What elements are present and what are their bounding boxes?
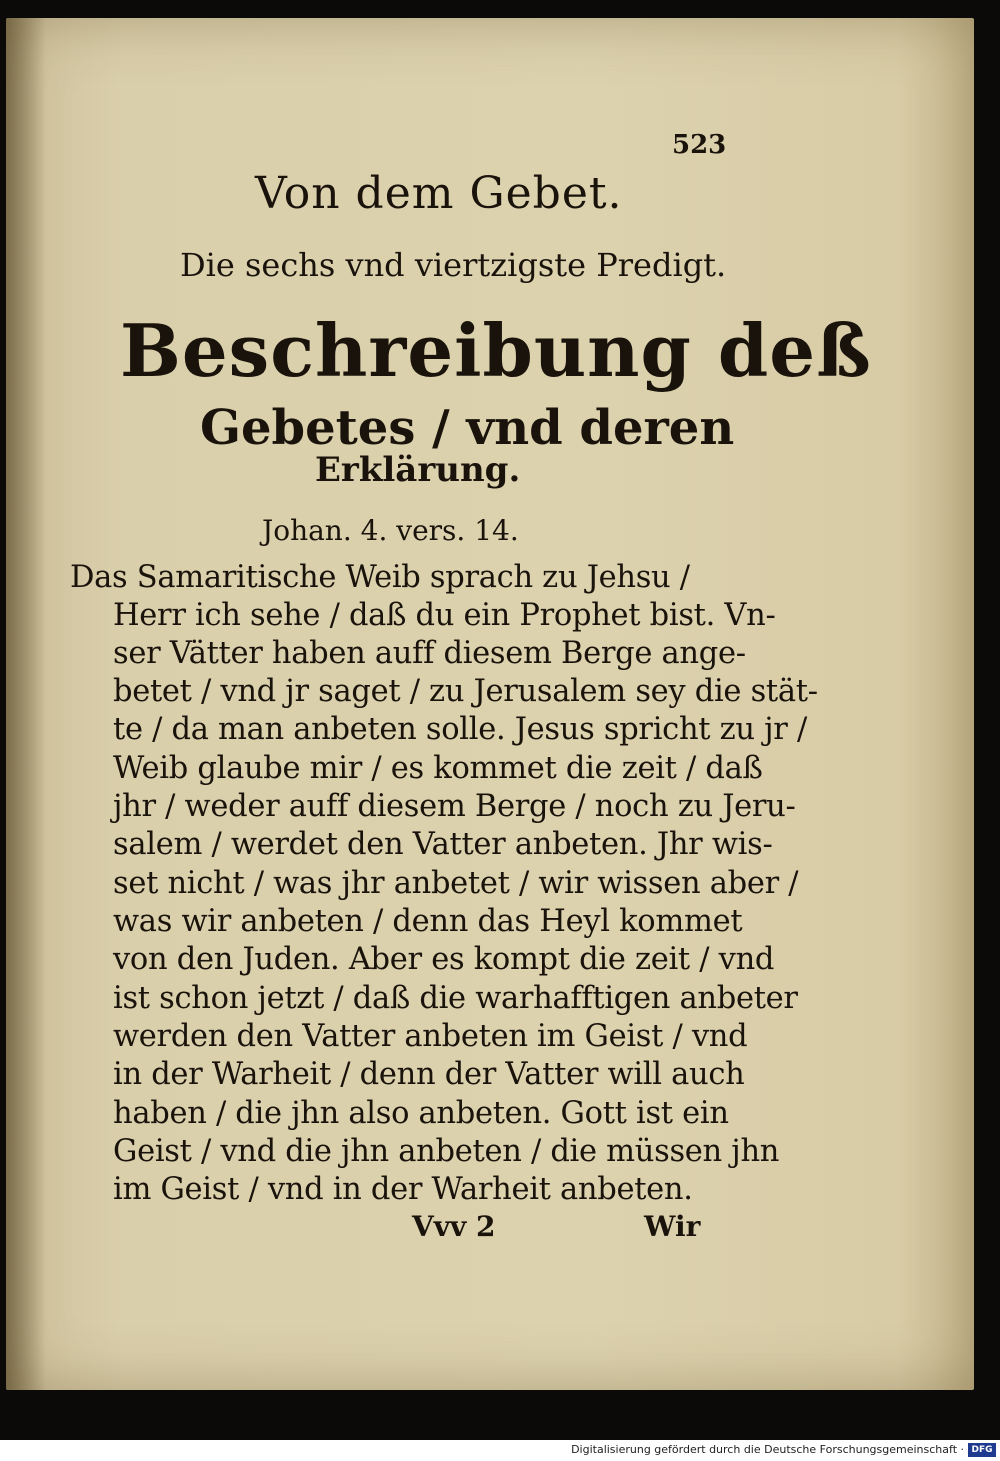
funding-credit: Digitalisierung gefördert durch die Deutsche Forschungsgemeinschaft · [571,1443,964,1456]
chapter-title: Von dem Gebet. [255,168,623,219]
footer-bar [0,1440,1000,1461]
body-line: set nicht / was jhr anbetet / wir wissen aber / [113,866,799,901]
catchword: Wir [644,1210,701,1243]
body-line: Das Samaritische Weib sprach zu Jehsu / [70,560,690,595]
body-line: ser Vätter haben auff diesem Berge ange- [113,636,746,671]
page-gutter-shadow [6,18,46,1390]
body-line: in der Warheit / denn der Vatter will auch [113,1057,745,1092]
dfg-logo: DFG [968,1443,996,1457]
sermon-number: Die sechs vnd viertzigste Predigt. [180,246,727,284]
body-line: betet / vnd jr saget / zu Jerusalem sey die stät- [113,674,818,709]
body-line: von den Juden. Aber es kompt die zeit / vnd [113,942,775,977]
heading-line-2: Gebetes / vnd deren [200,400,735,456]
body-line: was wir anbeten / denn das Heyl kommet [113,904,743,939]
body-line: haben / die jhn also anbeten. Gott ist ein [113,1096,729,1131]
body-line: Weib glaube mir / es kommet die zeit / daß [113,751,763,786]
body-line: jhr / weder auff diesem Berge / noch zu Jeru- [113,789,796,824]
signature-mark: Vvv 2 [412,1210,496,1243]
bible-reference: Johan. 4. vers. 14. [262,514,519,547]
body-line: salem / werdet den Vatter anbeten. Jhr wis- [113,827,773,862]
body-line: te / da man anbeten solle. Jesus spricht zu jr / [113,712,807,747]
body-line: Herr ich sehe / daß du ein Prophet bist. Vn- [113,598,776,633]
heading-line-1: Beschreibung deß [120,308,872,393]
body-line: Geist / vnd die jhn anbeten / die müssen jhn [113,1134,780,1169]
page-number: 523 [672,130,727,160]
body-line: ist schon jetzt / daß die warhafftigen anbeter [113,981,798,1016]
body-line: werden den Vatter anbeten im Geist / vnd [113,1019,748,1054]
body-line: im Geist / vnd in der Warheit anbeten. [113,1172,693,1207]
heading-line-3: Erklärung. [315,450,521,490]
